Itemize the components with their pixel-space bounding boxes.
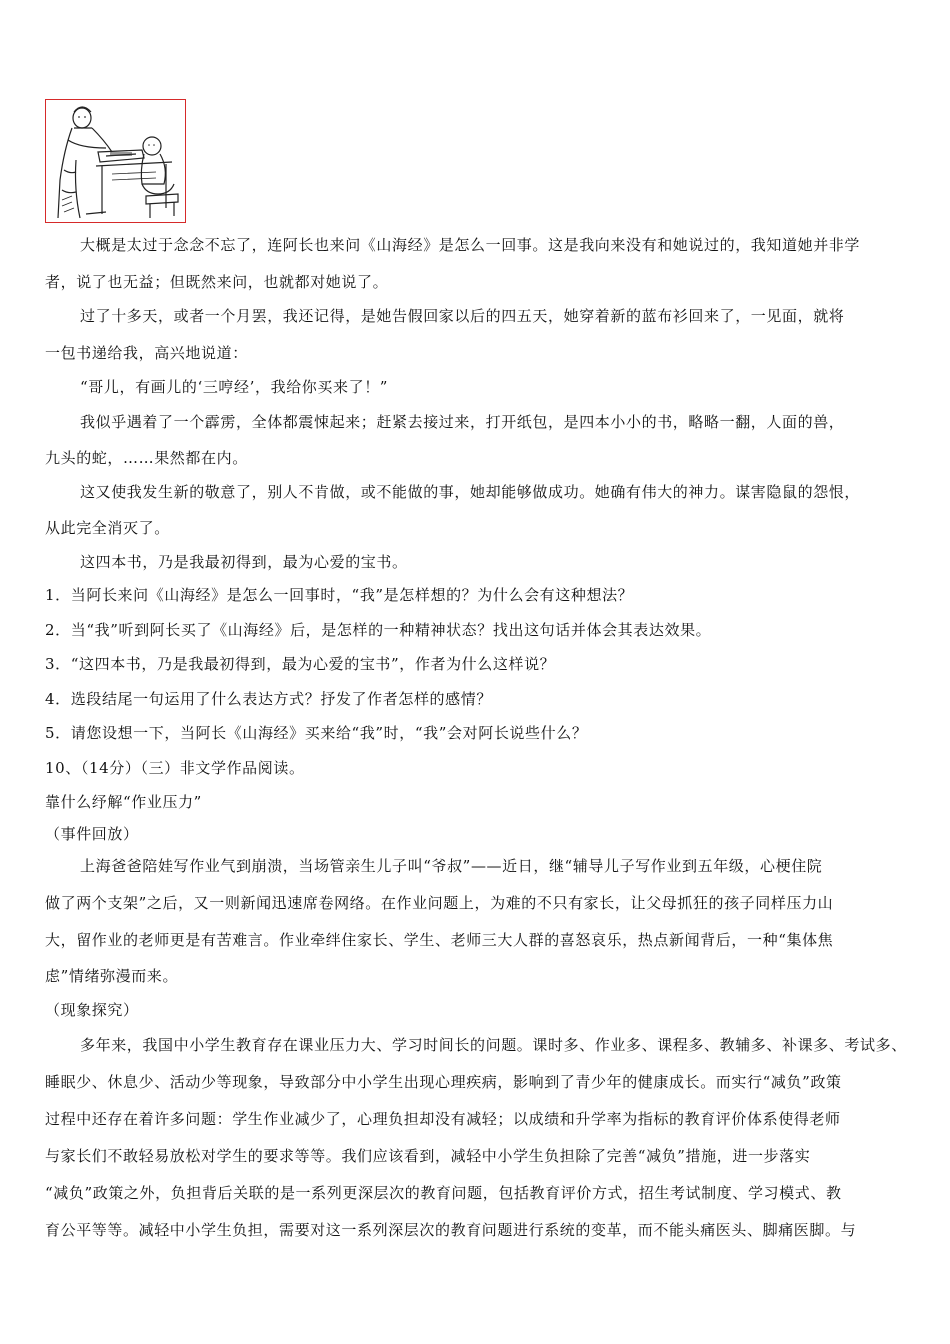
article-line: “减负”政策之外，负担背后关联的是一系列更深层次的教育问题，包括教育评价方式，招生考试制度、学习模式、教 (45, 1184, 842, 1202)
article-line: 虑”情绪弥漫而来。 (45, 967, 179, 985)
passage-line: 这又使我发生新的敬意了，别人不肯做，或不能做的事，她却能够做成功。她确有伟大的神力。谋害隐鼠的怨恨， (80, 483, 861, 501)
article-title: 靠什么纾解“作业压力” (45, 793, 202, 811)
passage-line: 我似乎遇着了一个霹雳，全体都震悚起来；赶紧去接过来，打开纸包，是四本小小的书，略略一翻，人面的兽， (80, 413, 845, 431)
article-line: 育公平等等。减轻中小学生负担，需要对这一系列深层次的教育问题进行系统的变革，而不能头痛医头、脚痛医脚。与 (45, 1221, 857, 1239)
article-line: 做了两个支架”之后，又一则新闻迅速席卷网络。在作业问题上，为难的不只有家长，让父母抓狂的孩子同样压力山 (45, 894, 834, 912)
passage-line: 者，说了也无益；但既然来问，也就都对她说了。 (45, 273, 389, 291)
question-4: 4．选段结尾一句运用了什么表达方式？抒发了作者怎样的感情？ (45, 690, 492, 708)
passage-line: 这四本书，乃是我最初得到，最为心爱的宝书。 (80, 553, 408, 571)
passage-line: 一包书递给我，高兴地说道： (45, 344, 248, 362)
question-5: 5．请您设想一下，当阿长《山海经》买来给“我”时，“我”会对阿长说些什么？ (45, 724, 588, 742)
article-line: 与家长们不敢轻易放松对学生的要求等等。我们应该看到，减轻中小学生负担除了完善“减负”措施，进一步落实 (45, 1147, 811, 1165)
passage-line: 九头的蛇，……果然都在内。 (45, 449, 248, 467)
passage-quote: “哥儿，有画儿的‘三哼经’，我给你买来了！” (80, 378, 389, 396)
article-line: 大，留作业的老师更是有苦难言。作业牵绊住家长、学生、老师三大人群的喜怒哀乐，热点新闻背后，一种“集体焦 (45, 931, 834, 949)
passage-line: 从此完全消灭了。 (45, 519, 170, 537)
illustration-frame (45, 99, 186, 223)
subheading-event: （事件回放） (45, 825, 139, 843)
question-2: 2．当“我”听到阿长买了《山海经》后，是怎样的一种精神状态？找出这句话并体会其表达效果。 (45, 621, 712, 639)
subheading-phenomenon: （现象探究） (45, 1001, 139, 1019)
ink-illustration-icon (46, 100, 184, 221)
passage-line: 过了十多天，或者一个月罢，我还记得，是她告假回家以后的四五天，她穿着新的蓝布衫回来了，一见面，就将 (80, 307, 845, 325)
article-line: 多年来，我国中小学生教育存在课业压力大、学习时间长的问题。课时多、作业多、课程多、教辅多、补课多、考试多、 (80, 1036, 907, 1054)
passage-line: 大概是太过于念念不忘了，连阿长也来问《山海经》是怎么一回事。这是我向来没有和她说过的，我知道她并非学 (80, 236, 861, 254)
question-1: 1．当阿长来问《山海经》是怎么一回事时，“我”是怎样想的？为什么会有这种想法？ (45, 586, 634, 604)
article-line: 过程中还存在着许多问题：学生作业减少了，心理负担却没有减轻；以成绩和升学率为指标的教育评价体系使得老师 (45, 1110, 841, 1128)
question-3: 3．“这四本书，乃是我最初得到，最为心爱的宝书”，作者为什么这样说？ (45, 655, 556, 673)
article-line: 睡眠少、休息少、活动少等现象，导致部分中小学生出现心理疾病，影响到了青少年的健康成长。而实行“减负”政策 (45, 1073, 842, 1091)
section-heading: 10、（14分）（三）非文学作品阅读。 (45, 759, 305, 777)
article-line: 上海爸爸陪娃写作业气到崩溃，当场管亲生儿子叫“爷叔”——近日，继“辅导儿子写作业到五年级，心梗住院 (80, 857, 823, 875)
